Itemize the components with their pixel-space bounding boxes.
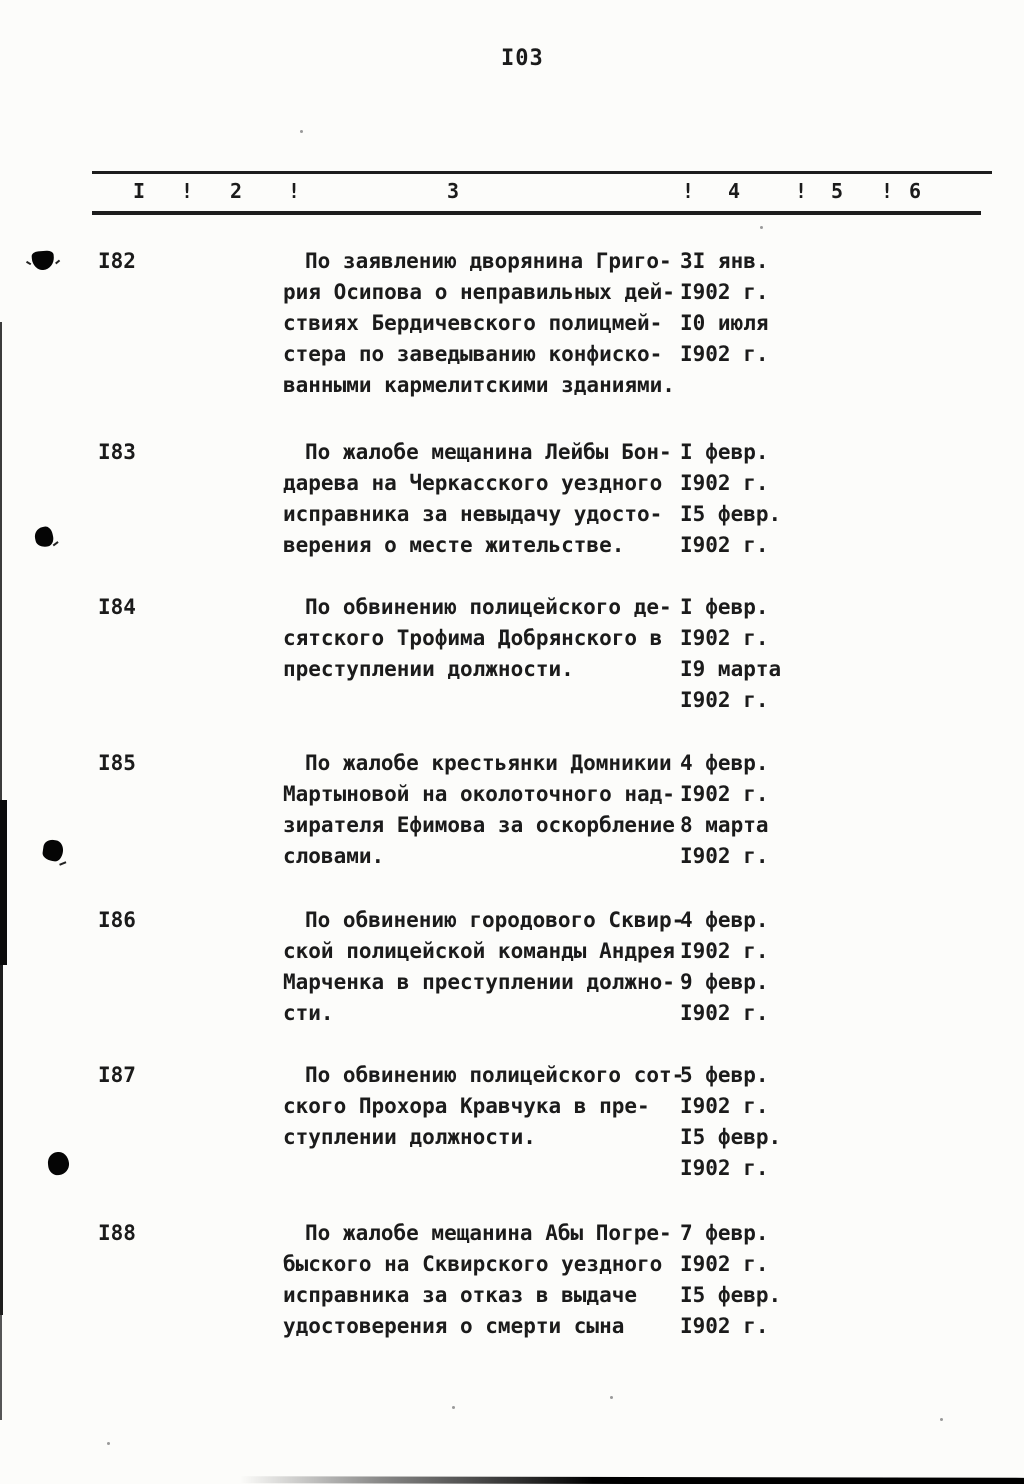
description-line: исправника за отказ в выдаче <box>283 1283 638 1307</box>
description-line: По заявлению дворянина Григо- <box>305 249 672 273</box>
date-line: I5 февр. <box>680 1283 782 1307</box>
date-line: I902 г. <box>680 844 769 868</box>
description-line: зирателя Ефимова за оскорбление <box>283 813 675 837</box>
date-line: I902 г. <box>680 688 769 712</box>
description-line: По обвинению полицейского де- <box>305 595 672 619</box>
description-line: По жалобе мещанина Лейбы Бон- <box>305 440 672 464</box>
date-line: 9 февр. <box>680 970 769 994</box>
entry-description <box>283 748 683 872</box>
date-line: I902 г. <box>680 1156 769 1180</box>
column-header-6: 6 <box>909 179 922 203</box>
dust-speck <box>452 1406 455 1409</box>
description-line: сти. <box>283 1001 334 1025</box>
entry-description <box>283 905 683 1029</box>
entry-description <box>283 437 683 561</box>
description-line: По обвинению полицейского сот- <box>305 1063 685 1087</box>
column-separator: ! <box>181 179 194 203</box>
description-line: Марченка в преступлении должно- <box>283 970 675 994</box>
date-line: I902 г. <box>680 1314 769 1338</box>
scan-edge-shadow <box>240 1476 1024 1484</box>
description-line: ского Прохора Кравчука в пре- <box>283 1094 650 1118</box>
entry-number: I85 <box>98 751 136 775</box>
dust-speck <box>610 1396 613 1399</box>
entry-number: I82 <box>98 249 136 273</box>
entry-number: I84 <box>98 595 136 619</box>
date-line: I902 г. <box>680 533 769 557</box>
column-separator: ! <box>288 179 301 203</box>
date-line: I5 февр. <box>680 1125 782 1149</box>
entry-number: I88 <box>98 1221 136 1245</box>
scan-edge-shadow <box>0 322 2 800</box>
scan-edge-shadow <box>0 965 3 1315</box>
dust-speck <box>300 130 303 133</box>
description-line: ступлении должности. <box>283 1125 536 1149</box>
header-rule-bottom <box>92 211 981 215</box>
date-line: I902 г. <box>680 1001 769 1025</box>
entry-number: I86 <box>98 908 136 932</box>
date-line: I902 г. <box>680 471 769 495</box>
description-line: стера по заведыванию конфиско- <box>283 342 663 366</box>
description-line: преступлении должности. <box>283 657 574 681</box>
date-line: I9 марта <box>680 657 782 681</box>
date-line: I902 г. <box>680 939 769 963</box>
entry-description <box>283 246 683 401</box>
date-line: I902 г. <box>680 782 769 806</box>
date-line: 7 февр. <box>680 1221 769 1245</box>
description-line: исправника за невыдачу удосто- <box>283 502 663 526</box>
entry-description <box>283 592 683 685</box>
column-header-3: 3 <box>447 179 460 203</box>
date-line: 3I янв. <box>680 249 769 273</box>
date-line: 8 марта <box>680 813 769 837</box>
ink-blot <box>31 250 54 270</box>
column-header-5: 5 <box>831 179 844 203</box>
date-line: I902 г. <box>680 280 769 304</box>
date-line: I февр. <box>680 440 769 464</box>
entry-number: I83 <box>98 440 136 464</box>
description-line: ствиях Бердичевского полицмей- <box>283 311 663 335</box>
column-separator: ! <box>682 179 695 203</box>
description-line: удостоверения о смерти сына <box>283 1314 625 1338</box>
dust-speck <box>940 1418 943 1421</box>
description-line: ской полицейской команды Андрея <box>283 939 675 963</box>
description-line: сятского Трофима Добрянского в <box>283 626 663 650</box>
description-line: дарева на Черкасского уездного <box>283 471 663 495</box>
date-line: 4 февр. <box>680 751 769 775</box>
description-line: Мартыновой на околоточного над- <box>283 782 675 806</box>
entry-dates <box>680 592 820 716</box>
date-line: I902 г. <box>680 1252 769 1276</box>
date-line: I902 г. <box>680 626 769 650</box>
description-line: рия Осипова о неправильных дей- <box>283 280 675 304</box>
date-line: 4 февр. <box>680 908 769 932</box>
date-line: 5 февр. <box>680 1063 769 1087</box>
description-line: быского на Сквирского уездного <box>283 1252 663 1276</box>
entry-dates <box>680 1218 820 1342</box>
column-separator: ! <box>881 179 894 203</box>
scan-edge-shadow <box>0 800 7 965</box>
column-header-2: 2 <box>230 179 243 203</box>
description-line: По жалобе крестьянки Домникии <box>305 751 672 775</box>
entry-dates <box>680 246 820 370</box>
column-separator: ! <box>795 179 808 203</box>
date-line: I902 г. <box>680 342 769 366</box>
ink-blot <box>42 839 65 863</box>
entry-description <box>283 1060 683 1153</box>
entry-number: I87 <box>98 1063 136 1087</box>
ink-blot <box>47 1151 70 1176</box>
date-line: I февр. <box>680 595 769 619</box>
ink-blot <box>33 525 55 548</box>
page-number: I03 <box>501 46 544 71</box>
date-line: I5 февр. <box>680 502 782 526</box>
description-line: верения о месте жительстве. <box>283 533 625 557</box>
column-header-4: 4 <box>728 179 741 203</box>
scan-edge-shadow <box>0 1315 2 1420</box>
date-line: I902 г. <box>680 1094 769 1118</box>
entry-dates <box>680 748 820 872</box>
description-line: ванными кармелитскими зданиями. <box>283 373 675 397</box>
column-header-1: I <box>133 179 146 203</box>
entry-dates <box>680 1060 820 1184</box>
header-rule-top <box>92 171 992 174</box>
entry-dates <box>680 437 820 561</box>
dust-speck <box>107 1442 110 1445</box>
entry-description <box>283 1218 683 1342</box>
description-line: По обвинению городового Сквир- <box>305 908 685 932</box>
description-line: словами. <box>283 844 385 868</box>
date-line: I0 июля <box>680 311 769 335</box>
dust-speck <box>760 226 763 229</box>
description-line: По жалобе мещанина Абы Погре- <box>305 1221 672 1245</box>
entry-dates <box>680 905 820 1029</box>
